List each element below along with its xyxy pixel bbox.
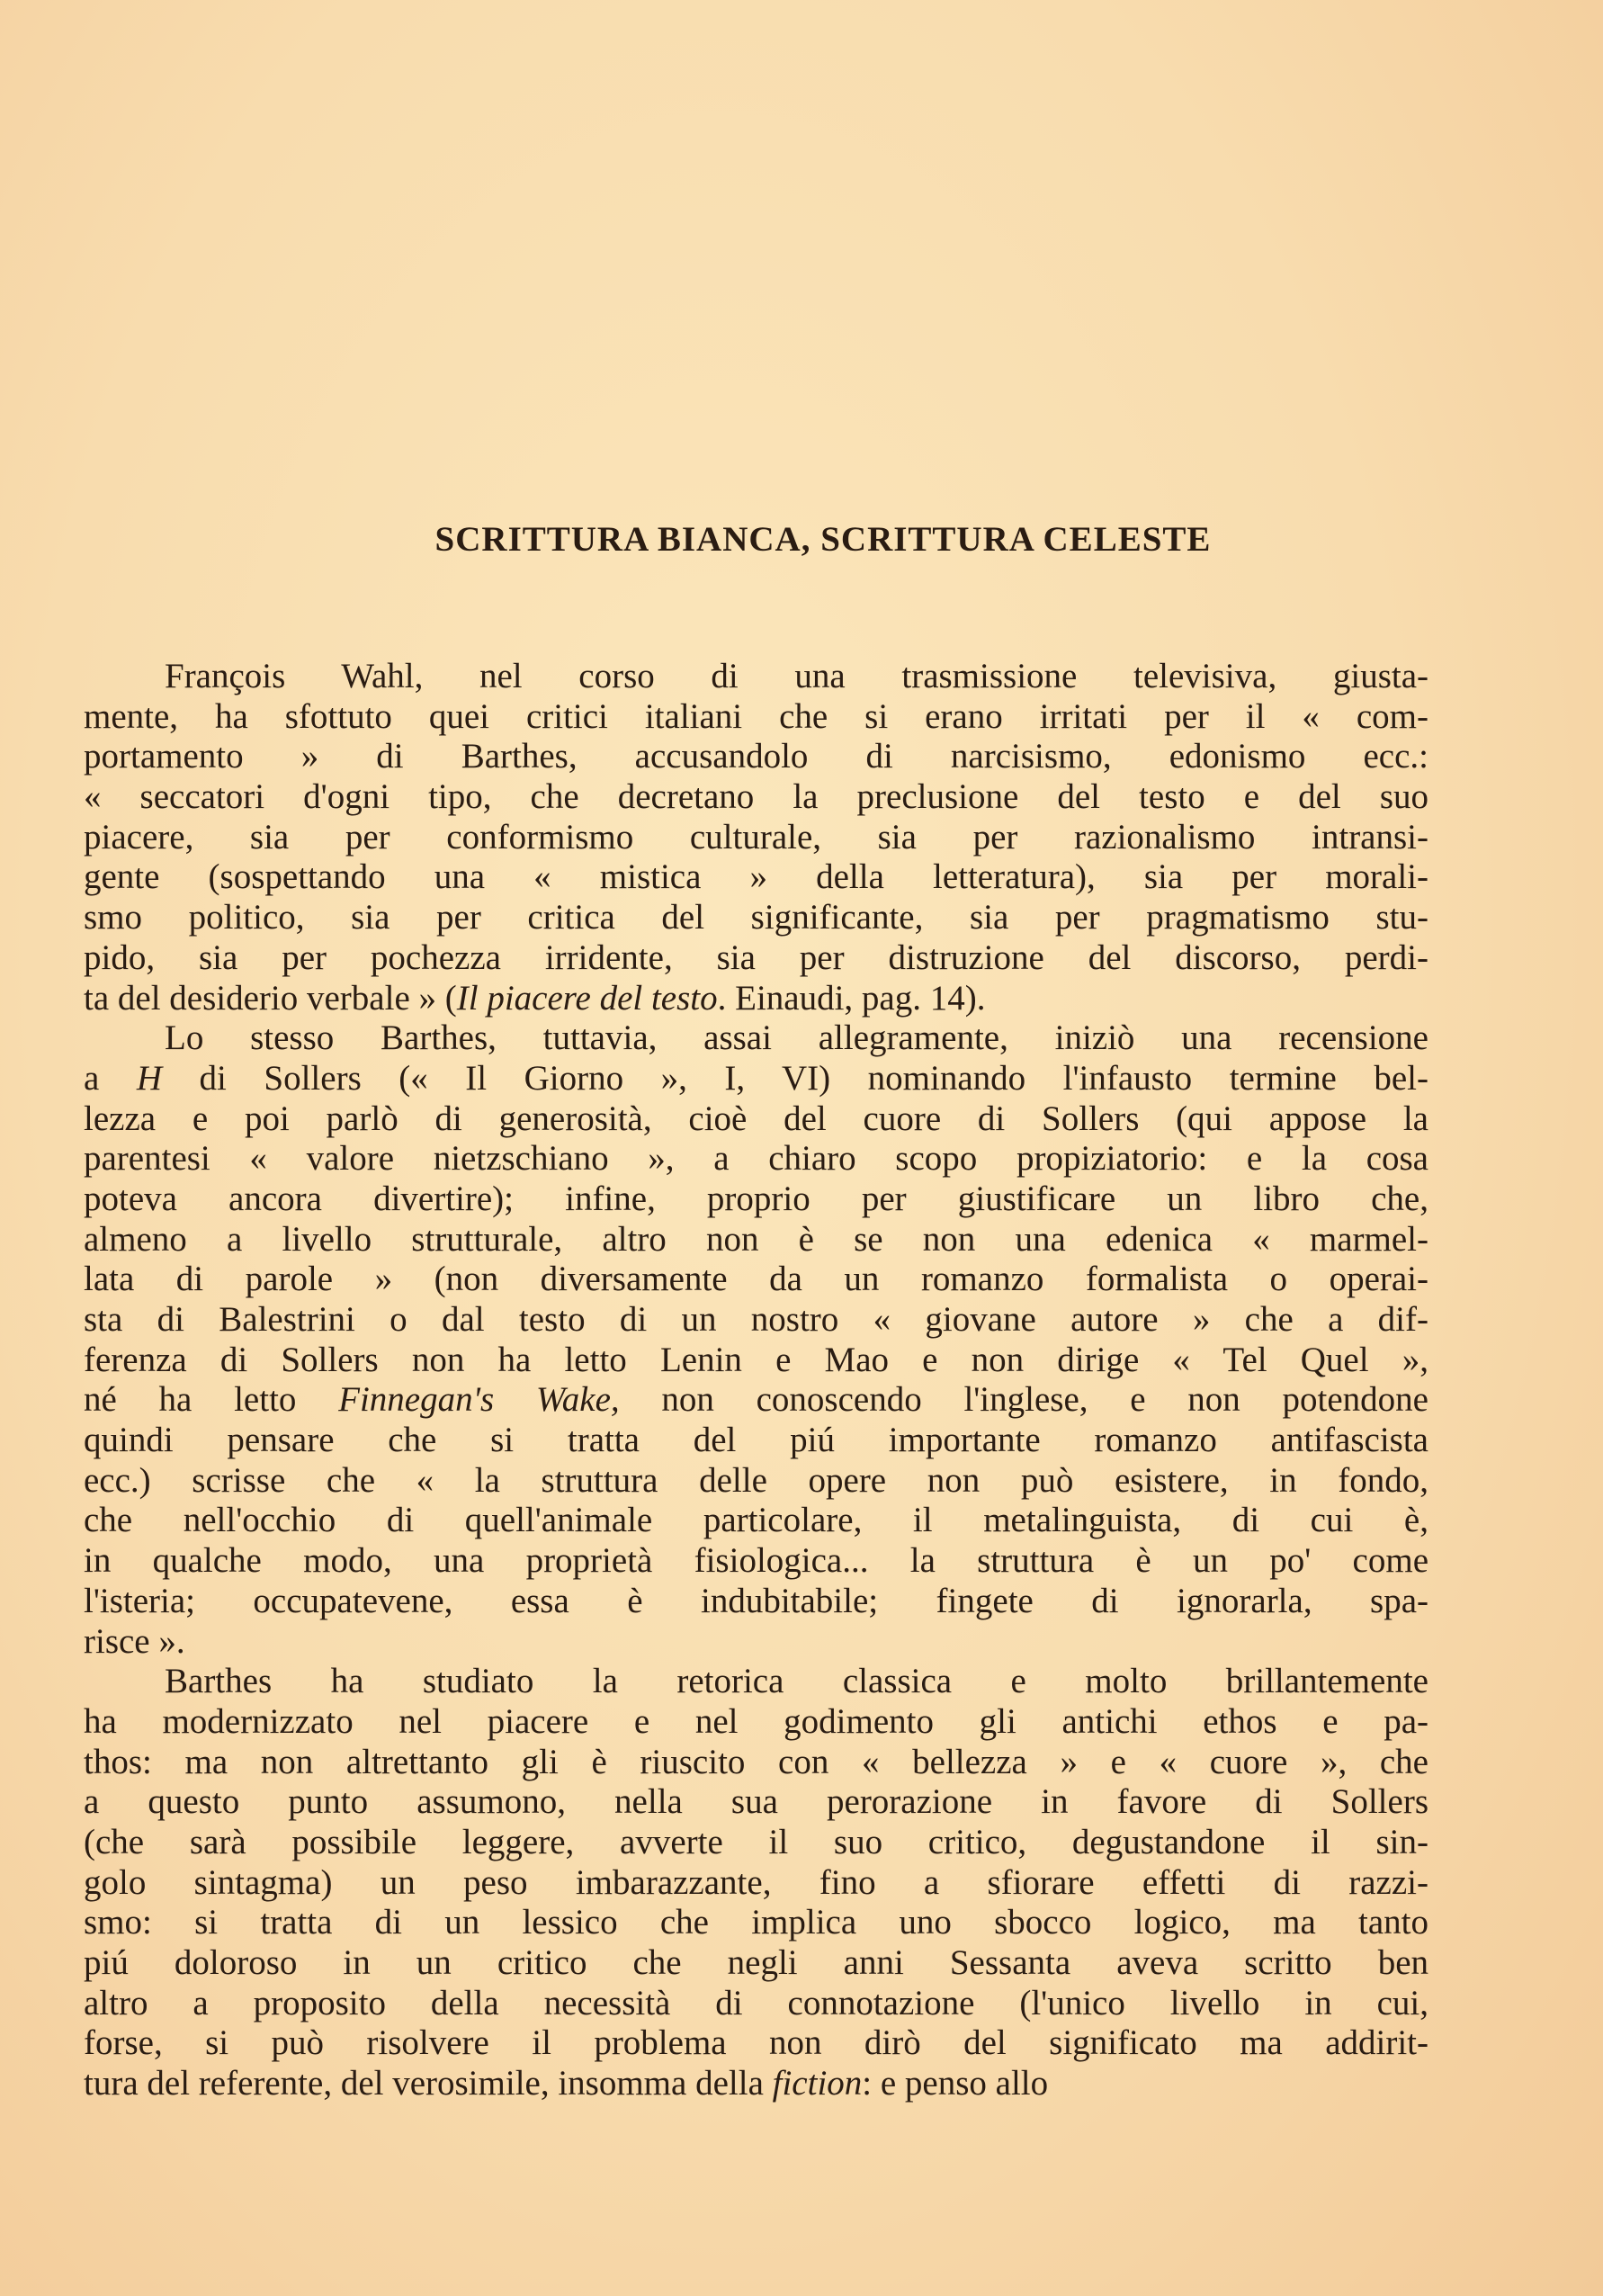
text-line [84,1260,1428,1300]
text-run: pido, sia per pochezza irridente, sia per distruzione del discorso, perdi- [84,937,1428,977]
text-run: lata di parole » (non diversamente da un romanzo formalista o operai- [84,1260,1428,1299]
text-line [84,1421,1428,1461]
text-run: tura del referente, del verosimile, insomma della [84,2064,773,2103]
text-line [84,2064,1428,2104]
text-line [84,1823,1428,1863]
text-run: smo politico, sia per critica del significante, sia per pragmatismo stu- [84,898,1428,937]
italic-title: Finnegan's Wake, [338,1380,620,1420]
text-run: lezza e poi parlò di generosità, cioè del cuore di Sollers (qui appose la [84,1099,1428,1138]
text-run: piú doloroso in un critico che negli anni Sessanta aveva scritto ben [84,1943,1428,1982]
text-run: in qualche modo, una proprietà fisiologica... la struttura è un po' come [84,1541,1428,1581]
text-line [84,1059,1428,1099]
text-run: ecc.) scrisse che « la struttura delle opere non può esistere, in fondo, [84,1460,1428,1500]
text-line [84,1220,1428,1260]
text-run: almeno a livello strutturale, altro non è se non una edenica « marmel- [84,1219,1428,1259]
text-run: Lo stesso Barthes, tuttavia, assai allegramente, iniziò una recensione [165,1018,1428,1058]
text-line [84,657,1428,697]
text-line [84,1943,1428,1984]
text-line [84,1582,1428,1622]
text-line [84,1300,1428,1341]
text-run: non conoscendo l'inglese, e non potendone [619,1380,1428,1420]
text-line [84,1179,1428,1220]
text-run: François Wahl, nel corso di una trasmissione televisiva, giusta- [165,657,1428,695]
italic-title: H [136,1058,163,1098]
text-run: ha modernizzato nel piacere e nel godimento gli antichi ethos e pa- [84,1701,1428,1741]
text-line [84,1743,1428,1783]
text-run: piacere, sia per conformismo culturale, sia per razionalismo intransi- [84,817,1428,857]
text-line [84,697,1428,738]
text-run: . Einaudi, pag. 14). [717,978,986,1018]
text-run: l'isteria; occupatevene, essa è indubitabile; fingete di ignorarla, spa- [84,1581,1428,1620]
text-line [84,1099,1428,1140]
text-line [84,1018,1428,1059]
text-line [84,1903,1428,1943]
text-line [84,979,1428,1019]
text-run: forse, si può risolvere il problema non dirò del significato ma addirit- [84,2023,1428,2063]
paragraph [84,1018,1428,1662]
text-run: ferenza di Sollers non ha letto Lenin e Mao e non dirige « Tel Quel », [84,1340,1428,1379]
chapter-title: SCRITTURA BIANCA, SCRITTURA CELESTE [434,520,1212,559]
text-run: gente (sospettando una « mistica » della letteratura), sia per morali- [84,857,1428,897]
text-run: ta del desiderio verbale » ( [84,978,457,1018]
body-text [84,657,1428,2104]
text-line [84,2023,1428,2064]
text-line [84,1139,1428,1179]
text-line [84,1662,1428,1702]
text-run: di Sollers (« Il Giorno », I, VI) nominando l'infausto termine bel- [162,1058,1428,1098]
italic-title: Il piacere del testo [456,978,718,1018]
text-line [84,1461,1428,1502]
text-run: parentesi « valore nietzschiano », a chiaro scopo propiziatorio: e la cosa [84,1139,1428,1179]
text-run: : e penso allo [862,2064,1049,2103]
text-run: a [84,1058,137,1098]
text-line [84,1380,1428,1421]
text-run: poteva ancora divertire); infine, proprio per giustificare un libro che, [84,1179,1428,1218]
text-line [84,1782,1428,1823]
text-line [84,898,1428,938]
text-line [84,1341,1428,1381]
text-line [84,818,1428,858]
text-line [84,857,1428,898]
text-line [84,737,1428,777]
text-run: golo sintagma) un peso imbarazzante, fino a sfiorare effetti di razzi- [84,1862,1428,1902]
text-line [84,1541,1428,1582]
text-run: mente, ha sfottuto quei critici italiani che si erano irritati per il « com- [84,696,1428,736]
text-run: (che sarà possibile leggere, avverte il suo critico, degustandone il sin- [84,1822,1428,1861]
paragraph [84,657,1428,1018]
text-run: né ha letto [84,1380,339,1420]
text-line [84,938,1428,979]
text-run: sta di Balestrini o dal testo di un nostro « giovane autore » che a dif- [84,1300,1428,1339]
text-run: che nell'occhio di quell'animale particolare, il metalinguista, di cui è, [84,1501,1428,1540]
text-run: a questo punto assumono, nella sua perorazione in favore di Sollers [84,1782,1428,1822]
text-run: « seccatori d'ogni tipo, che decretano la preclusione del testo e del suo [84,777,1428,817]
text-line [84,1863,1428,1904]
paragraph [84,1662,1428,2104]
text-line [84,1622,1428,1663]
text-line [84,1702,1428,1743]
text-run: smo: si tratta di un lessico che implica uno sbocco logico, ma tanto [84,1903,1428,1942]
text-line [84,1984,1428,2024]
text-run: Barthes ha studiato la retorica classica e molto brillantemente [165,1662,1428,1701]
text-run: altro a proposito della necessità di connotazione (l'unico livello in cui, [84,1983,1428,2022]
text-line [84,777,1428,818]
text-line [84,1501,1428,1541]
text-run: portamento » di Barthes, accusandolo di narcisismo, edonismo ecc.: [84,737,1428,776]
text-run: risce ». [84,1621,185,1661]
text-run: quindi pensare che si tratta del piú importante romanzo antifascista [84,1421,1428,1460]
italic-title: fiction [772,2064,863,2103]
text-run: thos: ma non altrettanto gli è riuscito con « bellezza » e « cuore », che [84,1742,1428,1781]
